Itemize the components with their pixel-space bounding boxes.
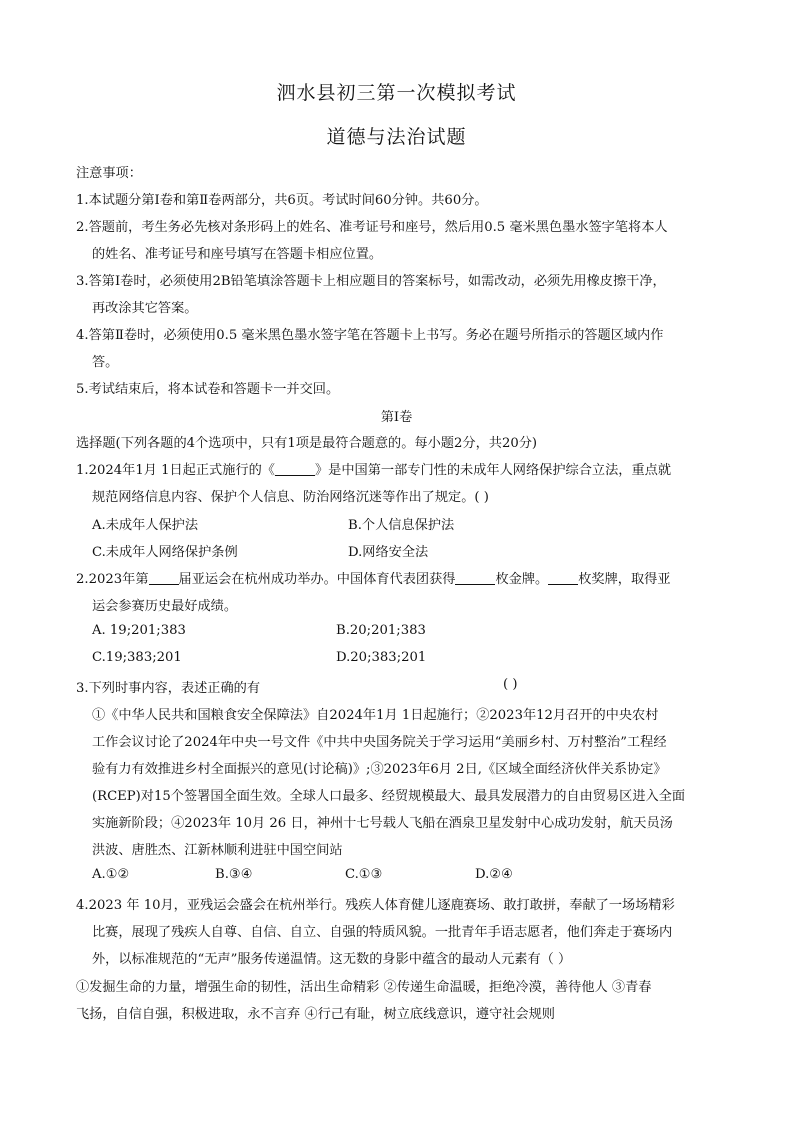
q1-stem-line-2: 规范网络信息内容、保护个人信息、防治网络沉迷等作出了规定。( ) (92, 490, 489, 505)
q3-option-a: A.①② (92, 867, 130, 882)
q3-option-b: B.③④ (215, 867, 253, 882)
q2-stem-text-b: 届亚运会在杭州成功举办。中国体育代表团获得 (178, 572, 456, 587)
q1-option-a: A.未成年人保护法 (92, 518, 199, 533)
q3-stem: 3.下列时事内容，表述正确的有 (76, 681, 261, 696)
q1-blank (275, 462, 315, 476)
q3-option-d: D.②④ (475, 867, 513, 882)
q1-option-c: C.未成年人网络保护条例 (92, 545, 238, 560)
q2-stem-line-1 (76, 568, 671, 587)
q2-blank-1 (149, 571, 179, 585)
q2-stem-text-d: 枚奖牌，取得亚 (578, 572, 671, 587)
q1-stem-line-1 (76, 459, 671, 478)
note-5: 5.考试结束后，将本试卷和答题卡一并交回。 (76, 382, 340, 397)
q2-stem-text-a: 2.2023年第 (76, 572, 149, 587)
q1-stem-text-b: 》是中国第一部专门性的未成年人网络保护综合立法，重点就 (315, 463, 672, 478)
q3-passage-line-6: 洪波、唐胜杰、江新林顺利进驻中国空间站 (92, 843, 343, 858)
note-3-line-2: 再改涂其它答案。 (92, 301, 198, 316)
q4-stem-line-1: 4.2023 年 10月，亚残运会盛会在杭州举行。残疾人体育健儿逐鹿赛场、敢打敢拼，奉献了一场场精彩 (76, 898, 675, 913)
q2-option-d: D.20;383;201 (336, 650, 427, 665)
q1-stem-text-a: 1.2024年1月 1日起正式施行的《 (76, 463, 275, 478)
q3-passage-line-5: 实施新阶段；④2023年 10月 26 日，神州十七号载人飞船在酒泉卫星发射中心成功发射，航天员汤 (92, 816, 673, 831)
exam-title: 泗水县初三第一次模拟考试 (276, 82, 517, 104)
q2-option-a: A. 19;201;383 (92, 623, 186, 638)
q4-stem-line-3: 外，以标准规范的“无声”服务传递温情。这无数的身影中蕴含的最动人元素有（ ） (92, 952, 572, 967)
section-title: 第Ⅰ卷 (380, 410, 413, 425)
q3-answer-paren: ( ) (503, 677, 518, 692)
q3-passage-line-1: ①《中华人民共和国粮食安全保障法》自2024年1月 1日起施行；②2023年12月召开的中央农村 (92, 708, 659, 723)
q4-statements-line-2: 飞扬，自信自强，积极进取，永不言弃 ④行己有耻，树立底线意识，遵守社会规则 (76, 1007, 555, 1022)
q4-stem-line-2: 比赛，展现了残疾人自尊、自信、自立、自强的特质风貌。一批青年手语志愿者，他们奔走于赛场内 (92, 925, 673, 940)
note-2-line-2: 的姓名、准考证号和座号填写在答题卡相应位置。 (92, 247, 383, 262)
q1-option-b: B.个人信息保护法 (348, 518, 455, 533)
q2-blank-3 (548, 571, 578, 585)
q3-passage-line-2: 工作会议讨论了2024年中央一号文件《中共中央国务院关于学习运用“美丽乡村、万村整治”工程经 (92, 735, 667, 750)
q3-option-c: C.①③ (345, 867, 383, 882)
note-1: 1.本试题分第Ⅰ卷和第Ⅱ卷两部分，共6页。考试时间60分钟。共60分。 (76, 193, 488, 208)
exam-subtitle: 道德与法治试题 (326, 126, 467, 148)
note-4-line-1: 4.答第Ⅱ卷时，必须使用0.5 毫米黑色墨水签字笔在答题卡上书写。务必在题号所指示的答题区域内作 (76, 328, 664, 343)
q3-passage-line-4: (RCEP)对15个签署国全面生效。全球人口最多、经贸规模最大、最具发展潜力的自由贸易区进入全面 (92, 789, 686, 804)
q4-statements-line-1: ①发掘生命的力量，增强生命的韧性，活出生命精彩 ②传递生命温暖，拒绝冷漠，善待他人 ③青春 (76, 980, 652, 995)
q1-option-d: D.网络安全法 (348, 545, 429, 560)
note-3-line-1: 3.答第Ⅰ卷时，必须使用2B铅笔填涂答题卡上相应题目的答案标号，如需改动，必须先用橡皮擦干净， (76, 274, 666, 289)
q2-blank-2 (455, 571, 495, 585)
q2-stem-text-c: 枚金牌。 (495, 572, 549, 587)
q2-option-c: C.19;383;201 (92, 650, 182, 665)
q2-option-b: B.20;201;383 (336, 623, 426, 638)
note-2-line-1: 2.答题前，考生务必先核对条形码上的姓名、准考证号和座号，然后用0.5 毫米黑色墨水签字笔将本人 (76, 220, 668, 235)
q3-passage-line-3: 验有力有效推进乡村全面振兴的意见(讨论稿)》;③2023年6月 2日,《区域全面经济伙伴关系协定》 (92, 762, 667, 777)
section-intro: 选择题(下列各题的4个选项中，只有1项是最符合题意的。每小题2分，共20分) (76, 436, 538, 451)
note-4-line-2: 答。 (92, 355, 119, 370)
notes-heading: 注意事项： (76, 166, 142, 181)
q2-stem-line-2: 运会参赛历史最好成绩。 (92, 599, 238, 614)
